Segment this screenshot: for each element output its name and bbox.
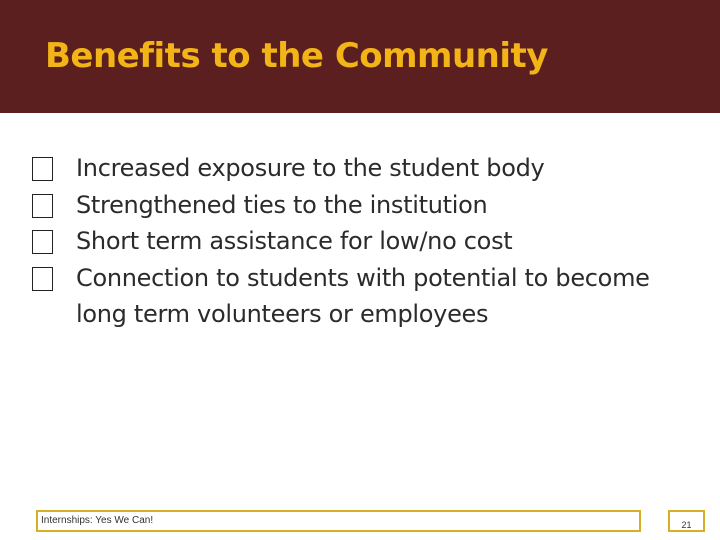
square-bullet-icon xyxy=(32,267,53,291)
slide-title: Benefits to the Community xyxy=(45,36,548,76)
square-bullet-icon xyxy=(32,230,53,254)
square-bullet-icon xyxy=(32,194,53,218)
page-number: 21 xyxy=(681,520,692,530)
bullet-item xyxy=(28,223,698,260)
bullet-list xyxy=(28,150,698,333)
bullet-item xyxy=(28,260,698,333)
title-bar xyxy=(0,0,720,113)
bullet-text: Short term assistance for low/no cost xyxy=(76,227,513,255)
bullet-item xyxy=(28,150,698,187)
page-number-box xyxy=(668,510,705,532)
footer xyxy=(36,510,641,532)
bullet-text: Increased exposure to the student body xyxy=(76,154,545,182)
bullet-text: Strengthened ties to the institution xyxy=(76,190,488,219)
bullet-item xyxy=(28,187,698,224)
square-bullet-icon xyxy=(32,157,53,181)
footer-text: Internships: Yes We Can! xyxy=(41,515,154,526)
bullet-text: Connection to students with potential to become long term volunteers or employees xyxy=(76,263,650,328)
